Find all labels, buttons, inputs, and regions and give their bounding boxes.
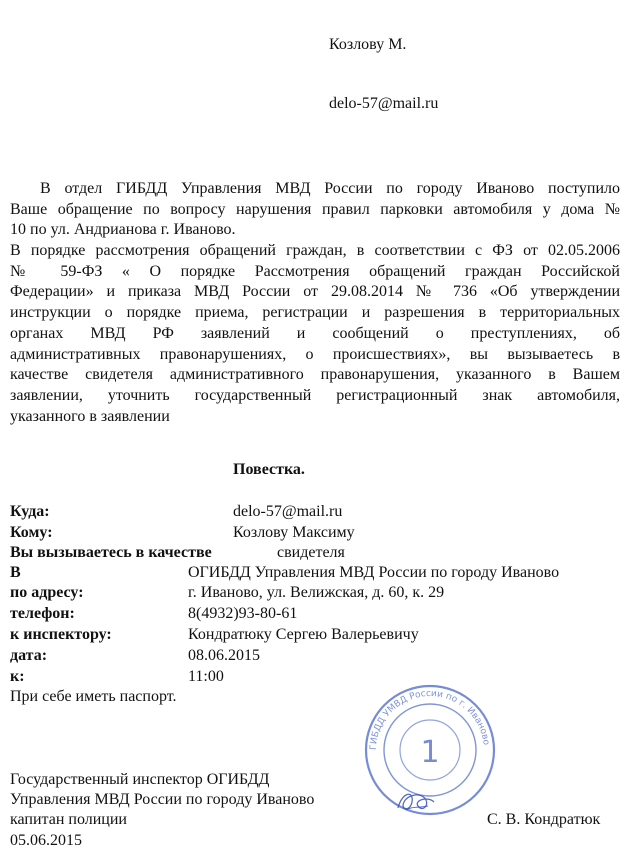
- field-label-date: дата:: [10, 647, 48, 664]
- field-label-phone: телефон:: [10, 605, 75, 622]
- footer-line-date: 05.06.2015: [10, 832, 82, 849]
- field-value-role: свидетеля: [277, 544, 345, 561]
- paragraph-line: Ваше обращение по вопросу нарушения правил парковки автомобиля у дома №: [10, 200, 620, 218]
- paragraph-line: заявлении, уточнить государственный регистрационный знак автомобиля,: [10, 386, 620, 404]
- field-label-where: Куда:: [10, 503, 50, 520]
- paragraph-line: указанного в заявлении: [10, 407, 170, 425]
- paragraph-line: 10 по ул. Андрианова г. Иваново.: [10, 221, 236, 239]
- paragraph-line: В отдел ГИБДД Управления МВД России по городу Иваново поступило: [40, 180, 620, 197]
- paragraph-line: качестве свидетеля административного правонарушения, указанного в Вашем: [10, 366, 620, 384]
- paragraph-line: инструкции о порядке приема, регистрации и разрешения в территориальных: [10, 304, 620, 322]
- paragraph-line: № 59-ФЗ « О порядке Рассмотрения обращений граждан Российской: [10, 262, 620, 280]
- summons-title: Повестка.: [233, 461, 305, 478]
- addressee-name: Козлову М.: [329, 36, 407, 53]
- paragraph-1: [10, 179, 620, 241]
- field-value-date: 08.06.2015: [188, 647, 260, 664]
- field-value-where: delo-57@mail.ru: [233, 503, 343, 520]
- field-label-address: по адресу:: [10, 584, 84, 601]
- paragraph-2: [10, 241, 620, 427]
- footer-line-position: Государственный инспектор ОГИБДД: [10, 771, 270, 788]
- field-value-time: 11:00: [188, 668, 224, 685]
- signature-scribble: [392, 786, 438, 816]
- field-value-in: ОГИБДД Управления МВД России по городу Иваново: [188, 564, 560, 581]
- paragraph-line: административных правонарушениях, о происшествиях», вы вызываетесь в: [10, 345, 620, 363]
- signatory-name: С. В. Кондратюк: [487, 811, 601, 828]
- paragraph-line: Федерации» и приказа МВД России от 29.08.2014 № 736 «Об утверждении: [10, 283, 620, 301]
- field-label-role: Вы вызываетесь в качестве: [10, 544, 212, 561]
- addressee-email: delo-57@mail.ru: [329, 95, 439, 112]
- passport-note: При себе иметь паспорт.: [10, 688, 177, 705]
- stamp-ring-text: ГИБДД УМВД России по г. Иваново: [368, 688, 491, 751]
- field-label-to: Кому:: [10, 524, 53, 541]
- field-value-inspector: Кондратюку Сергею Валерьевичу: [188, 626, 419, 643]
- footer-line-rank: капитан полиции: [10, 811, 127, 828]
- field-value-to: Козлову Максиму: [233, 524, 355, 541]
- field-label-in: В: [10, 564, 21, 581]
- footer-line-department: Управления МВД России по городу Иваново: [10, 791, 315, 808]
- field-label-inspector: к инспектору:: [10, 626, 112, 643]
- paragraph-line: органах МВД РФ заявлений и сообщений о преступлениях, об: [10, 324, 620, 342]
- paragraph-line: В порядке рассмотрения обращений граждан, в соответствии с ФЗ от 02.05.2006: [10, 242, 620, 259]
- field-value-phone: 8(4932)93-80-61: [188, 605, 298, 622]
- field-value-address: г. Иваново, ул. Велижская, д. 60, к. 29: [188, 584, 445, 601]
- field-label-time: к:: [10, 668, 25, 685]
- stamp-number: 1: [420, 735, 440, 770]
